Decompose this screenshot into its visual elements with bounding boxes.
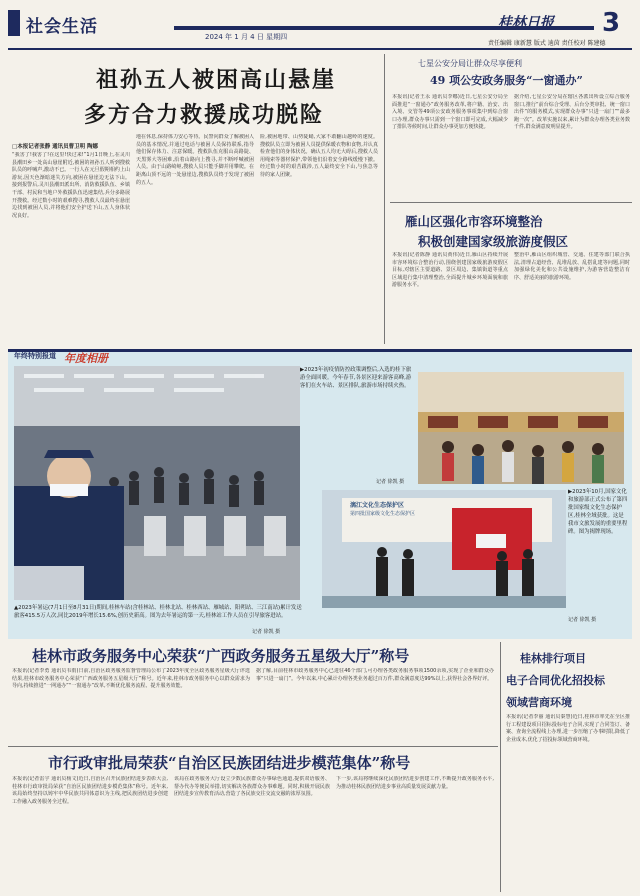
tv-headline-line2: 积极创建国家级旅游度假区 <box>418 234 569 249</box>
br-column-1: 本报讯(记者李丽 通讯员秦慧)近日,桂林市率先在全区推行工程建设项目招标投标电子合同,实现了合同签订、备案、查询全流程线上办理,进一步压缩了办事时限,降低了企业成本,优化了招投标领域营商环境。 <box>506 714 630 743</box>
lead-column-2: 地在休息,保持体力安心等待。民警向群众了解被困人员的基本情况,并通过电话与被困人员保持联系,指导他们保存体力、注意保暖。搜救队伍克服山高路陡、天黑雾大等困难,沿着山路向上搜寻,并不断呼喊被困人员。由于山路崎岖,搜救人员只能手脚并用攀爬。在距离山顶不远的一处悬崖边,搜救队员终于发现了被困的五人。 <box>136 134 254 186</box>
rt-kicker: 七星公安分局让群众尽享便利 <box>418 59 522 68</box>
lead-column-3: 险,被困地带、山势陡峭,大家不敢翻山越岭的速度。搜救队员立即为被困人员提供保暖衣物和食物,并认真检查他们的身体状况。确认五人均无大碍后,搜救人员用绳索等器材保护,带领他们沿着安全路线缓慢下撤。经过数小时的艰苦跋涉,五人最终安全下山,与焦急等待的家人团聚。 <box>260 134 378 178</box>
bb-headline: 市行政审批局荣获“自治区民族团结进步模范集体”称号 <box>48 754 411 772</box>
column-divider <box>384 54 385 344</box>
caption-bottom-right-credit: 记者 徐凯 摄 <box>568 617 597 623</box>
lead-headline-line2: 多方合力救援成功脱险 <box>84 102 325 128</box>
section-title: 社会生活 <box>26 17 98 37</box>
station-photo-image <box>14 366 300 600</box>
tv-column-2: 整治中,雁山区组织城管、交通、住建等部门联合执法,清理占道经营、乱堆乱放、乱搭乱建等问题,同时加强绿化美化和公共设施维护,为游客营造整洁有序、舒适美丽的旅游环境。 <box>514 252 630 281</box>
bl-column-2: 据了解,目前桂林市政务服务中心已进驻46个部门,可办理各类政务服务事项1500余项,实现了企业和群众办事“只进一扇门”。今年以来,中心累计办理各类业务超过百万件,群众满意度达99%以上,获得社会各界好评。 <box>256 668 494 682</box>
bb-column-1: 本报讯(记者雷宇 通讯员杨文)近日,自治区召开民族团结进步表彰大会,桂林市行政审批局荣获“自治区民族团结进步模范集体”称号。近年来,该局始终坚持以铸牢中华民族共同体意识为主线,把民族团结进步创建工作融入政务服务全过程。 <box>12 776 168 805</box>
ceremony-sign-2: 第四批国家级文化生态保护区 <box>350 511 416 517</box>
lead-headline-line1: 祖孙五人被困高山悬崖 <box>96 67 337 93</box>
caption-top-right-credit: 记者 徐凯 摄 <box>376 479 405 485</box>
newspaper-logo: 桂林日报 <box>498 15 554 31</box>
rt-column-2: 据介绍,七星公安分局在辖区各派出所设立综合服务窗口,推行“前台综合受理、后台分类审批、统一窗口出件”的服务模式,实现群众办事“只进一扇门”“最多跑一次”。改革实施以来,累计为群众办理各类业务数千件,群众满意度明显提升。 <box>514 94 630 131</box>
photo-section-tag: 年终特别报道 <box>14 352 56 360</box>
caption-bottom-left-credit: 记者 徐凯 摄 <box>252 629 281 635</box>
rt-headline: 49 项公安政务服务“一窗通办” <box>430 74 583 87</box>
bl-headline: 桂林市政务服务中心荣获“广西政务服务五星级大厅”称号 <box>32 647 410 665</box>
tv-headline-line1: 雁山区强化市容环境整治 <box>405 214 543 229</box>
tv-column-1: 本报讯(记者陈静 通讯员黄伟)近日,雁山区持续开展市容环境综合整治行动,围绕创建国家级旅游度假区目标,对辖区主要道路、景区周边、集镇街道等重点区域进行集中清理整治,全面提升城乡环境面貌和旅游服务水平。 <box>392 252 508 289</box>
caption-top-right: ▶2023年初疫情防控政策调整后,入选的桂下旅游全面回暖。今年春节,各景区迎来游客高峰,游客们在火车站、景区排队,旅游市场持续火热。 <box>300 367 412 389</box>
br-headline-line2: 电子合同优化招投标 <box>506 674 605 687</box>
bl-column-1: 本报讯(记者李勇 通讯员韦雨)日前,自治区政务服务监督管理局公布了2023年度全区政务服务星级大厅评选结果,桂林市政务服务中心荣获“广西政务服务五星级大厅”称号。近年来,桂林市政务服务中心以群众需求为导向,持续推进“一网通办”“一窗通办”改革,不断优化服务流程、提升服务效能。 <box>12 668 250 690</box>
header-rule <box>8 48 632 50</box>
br-headline-line1: 桂林排行项目 <box>520 652 586 665</box>
br-headline-line3: 领域营商环境 <box>506 696 572 709</box>
bb-column-2: 该局在政务服务大厅设立少数民族群众办事绿色通道,提供双语服务、帮办代办等便民举措,切实解决各族群众办事难题。同时,积极开展民族团结进步宣传教育活动,营造了各民族交往交流交融的浓厚氛围。 <box>174 776 330 798</box>
story-divider-bottom <box>8 746 498 747</box>
station-photo <box>14 366 300 600</box>
tourism-photo <box>418 372 624 484</box>
bb-column-3: 下一步,该局将继续深化民族团结进步创建工作,不断提升政务服务水平,为推动桂林民族团结进步事业高质量发展贡献力量。 <box>336 776 494 790</box>
tourism-photo-image <box>418 372 624 484</box>
lead-byline: □本报记者张静 通讯员曹卫明 陶娜 <box>12 144 99 150</box>
ceremony-sign-1: 漓江文化生态保护区 <box>350 502 405 509</box>
issue-date: 2024 年 1 月 4 日 星期四 <box>205 33 288 41</box>
section-marker <box>8 10 20 36</box>
caption-bottom-right: ▶2023年10月,国家文化和旅游部正式公布了第四批国家级文化生态保护区,桂林全域获批。这是我市文旅发展的重要里程碑。图为揭牌现场。 <box>568 489 628 535</box>
column-divider-bottom <box>500 642 501 892</box>
editor-credits: 责任编辑 康新慧 版式 迪茵 责任校对 陈建德 <box>488 40 606 47</box>
story-divider <box>390 202 632 203</box>
photo-section-title: 年度相册 <box>64 352 108 365</box>
caption-bottom-left: ▲2023年暑运(7月1日至8月31日)期间,桂林车站(含桂林站、桂林北站、桂林西站、雁城站、阳朔站、三江南站)累计发送旅客415.5万人次,同比2019年增长15.6%,创历史新高。图为去年暑运的第一天,桂林站工作人员在引导旅客进站。 <box>14 605 302 619</box>
rt-column-1: 本报讯(记者王永 通讯员李娜)近日,七星公安分局全面推进“一窗通办”政务服务改革,将户籍、治安、出入境、交管等49项公安政务服务事项集中到综合窗口办理,群众办事只需到一个窗口即可完成,大幅减少了排队等候时间,让群众办事更加方便快捷。 <box>392 94 508 131</box>
lead-column-1: “我害了!我害了!在这里!快过来!”1月1日晚上,在灵川县潮田乡一处高山悬崖附近,被困的祖孙五人听到搜救队员的呼喊声,激动不已。一行人在元旦假期相约上山游玩,因天色渐暗迷失方向,被困在悬崖边无法下山。接到报警后,灵川县潮田派出所、消防救援队伍、乡镇干部、村民和当地户外救援队伍迅速集结,兵分多路展开搜救。经过数小时的艰难搜寻,搜救人员最终在悬崖边找到被困人员,并将他们安全护送下山,五人身体状况良好。 <box>12 152 130 219</box>
page-number: 3 <box>602 8 621 38</box>
